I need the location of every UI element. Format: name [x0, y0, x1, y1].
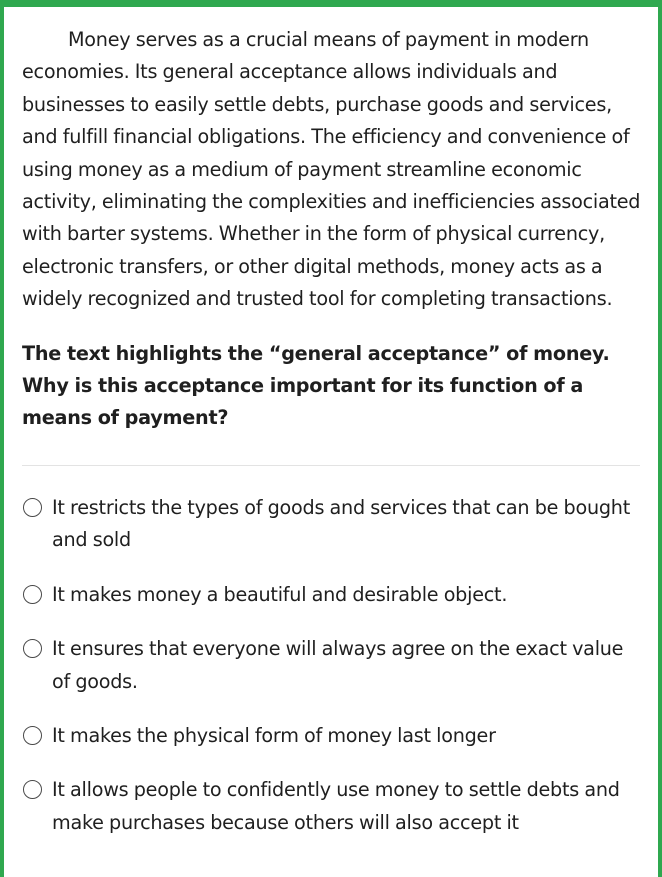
answer-choice-c[interactable]	[22, 633, 642, 698]
divider	[22, 465, 640, 466]
answer-choice-d[interactable]	[22, 720, 642, 752]
answer-choice-e[interactable]	[22, 774, 642, 839]
answer-choice-label: It makes the physical form of money last longer	[52, 723, 496, 747]
radio-button-icon[interactable]	[23, 585, 42, 604]
radio-button-icon[interactable]	[23, 639, 42, 658]
answer-choice-label: It restricts the types of goods and services that can be bought and sold	[52, 495, 630, 552]
question-prompt: The text highlights the “general acceptance” of money. Why is this acceptance important for its function of a means of payment?	[22, 341, 610, 430]
reading-passage: Money serves as a crucial means of payment in modern economies. Its general acceptance allows individuals and businesses to easily settle debts, purchase goods and services, and fulfill financial obligations. The efficiency and convenience of using money as a medium of payment streamline economic activity, eliminating the complexities and inefficiencies associated with barter systems. Whether in the form of physical currency, electronic transfers, or other digital methods, money acts as a widely recognized and trusted tool for completing transactions.	[22, 28, 641, 311]
answer-choices	[22, 492, 642, 839]
answer-choice-b[interactable]	[22, 579, 642, 611]
answer-choice-label: It makes money a beautiful and desirable object.	[52, 582, 508, 606]
radio-button-icon[interactable]	[23, 498, 42, 517]
answer-choice-label: It allows people to confidently use money to settle debts and make purchases because others will also accept it	[52, 778, 620, 834]
question-card	[22, 24, 642, 861]
radio-button-icon[interactable]	[23, 780, 42, 799]
answer-choice-label: It ensures that everyone will always agree on the exact value of goods.	[52, 637, 624, 693]
answer-choice-a[interactable]	[22, 492, 642, 557]
radio-button-icon[interactable]	[23, 726, 42, 745]
